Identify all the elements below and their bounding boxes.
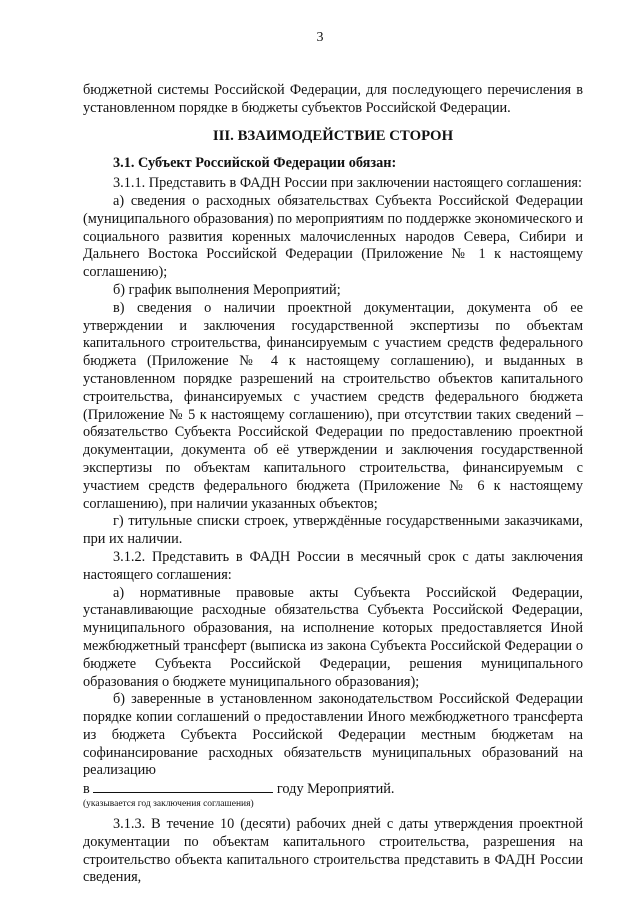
clause-3-1-2-b-end — [83, 780, 583, 799]
clause-3-1-1-a: а) сведения о расходных обязательствах Субъекта Российской Федерации (муниципального образования) по мероприятиям по поддержке экономического и социального развития коренных малочисленных народов Севера, Сибири и Дальнего Востока Российской Федерации (Приложение № 1 к настоящему соглашению); — [83, 192, 583, 281]
sub-heading: 3.1. Субъект Российской Федерации обязан: — [113, 155, 397, 172]
clause-3-1-2: 3.1.2. Представить в ФАДН России в месячный срок с даты заключения настоящего соглашения: — [83, 548, 583, 583]
year-prefix: в — [83, 781, 90, 798]
clause-3-1-2-a: а) нормативные правовые акты Субъекта Российской Федерации, устанавливающие расходные обязательства Субъекта Российской Федерации, муниципального образования, на исполнение которых предоставляется Иной межбюджетный трансферт (выписка из закона Субъекта Российской Федерации о бюджете Субъекта Российской Федерации, решения муниципального образования о бюджете муниципального образования); — [83, 584, 583, 690]
clause-3-1-1-b: б) график выполнения Мероприятий; — [113, 281, 341, 298]
clause-3-1-1: 3.1.1. Представить в ФАДН России при заключении настоящего соглашения: — [113, 175, 582, 192]
clause-3-1-1-v: в) сведения о наличии проектной документации, документа об ее утверждении и заключения государственной экспертизы по объектам капитального строительства, финансируемым с участием средств федерального бюджета (Приложение № 4 к настоящему соглашению), и выданных в установленном порядке разрешений на строительство объектов капитального строительства, финансируемых с участием средств федерального бюджета (Приложение № 5 к настоящему соглашению), при отсутствии таких сведений – обязательство Субъекта Российской Федерации по предоставлению проектной документации, документа об её утверждении и заключения государственной экспертизы по объектам капитального строительства, финансируемым с участием средств федерального бюджета (Приложение № 6 к настоящему соглашению), при наличии указанных объектов; — [83, 299, 583, 512]
section-title: III. ВЗАИМОДЕЙСТВИЕ СТОРОН — [212, 127, 454, 144]
clause-3-1-1-g: г) титульные списки строек, утверждённые государственными заказчиками, при их наличии. — [83, 513, 583, 548]
document-body — [83, 82, 583, 887]
page-number: 3 — [316, 30, 324, 45]
clause-3-1-2-b: б) заверенные в установленном законодательством Российской Федерации порядке копии соглашений о предоставлении Иного межбюджетного трансферта из бюджета Субъекта Российской Федерации местным бюджетам на софинансирование расходных обязательств муниципальных образований на реализацию — [83, 691, 583, 779]
year-footnote: (указывается год заключения соглашения) — [83, 799, 254, 810]
year-suffix: году Мероприятий. — [276, 781, 395, 798]
clause-3-1-3: 3.1.3. В течение 10 (десяти) рабочих дней с даты утверждения проектной документации по объектам капитального строительства, разрешения на строительство объекта капитального строительства представить в ФАДН России сведения, — [83, 816, 583, 886]
year-blank-line — [93, 780, 273, 793]
intro-paragraph: бюджетной системы Российской Федерации, для последующего перечисления в установленном порядке в бюджеты субъектов Российской Федерации. — [83, 82, 583, 116]
